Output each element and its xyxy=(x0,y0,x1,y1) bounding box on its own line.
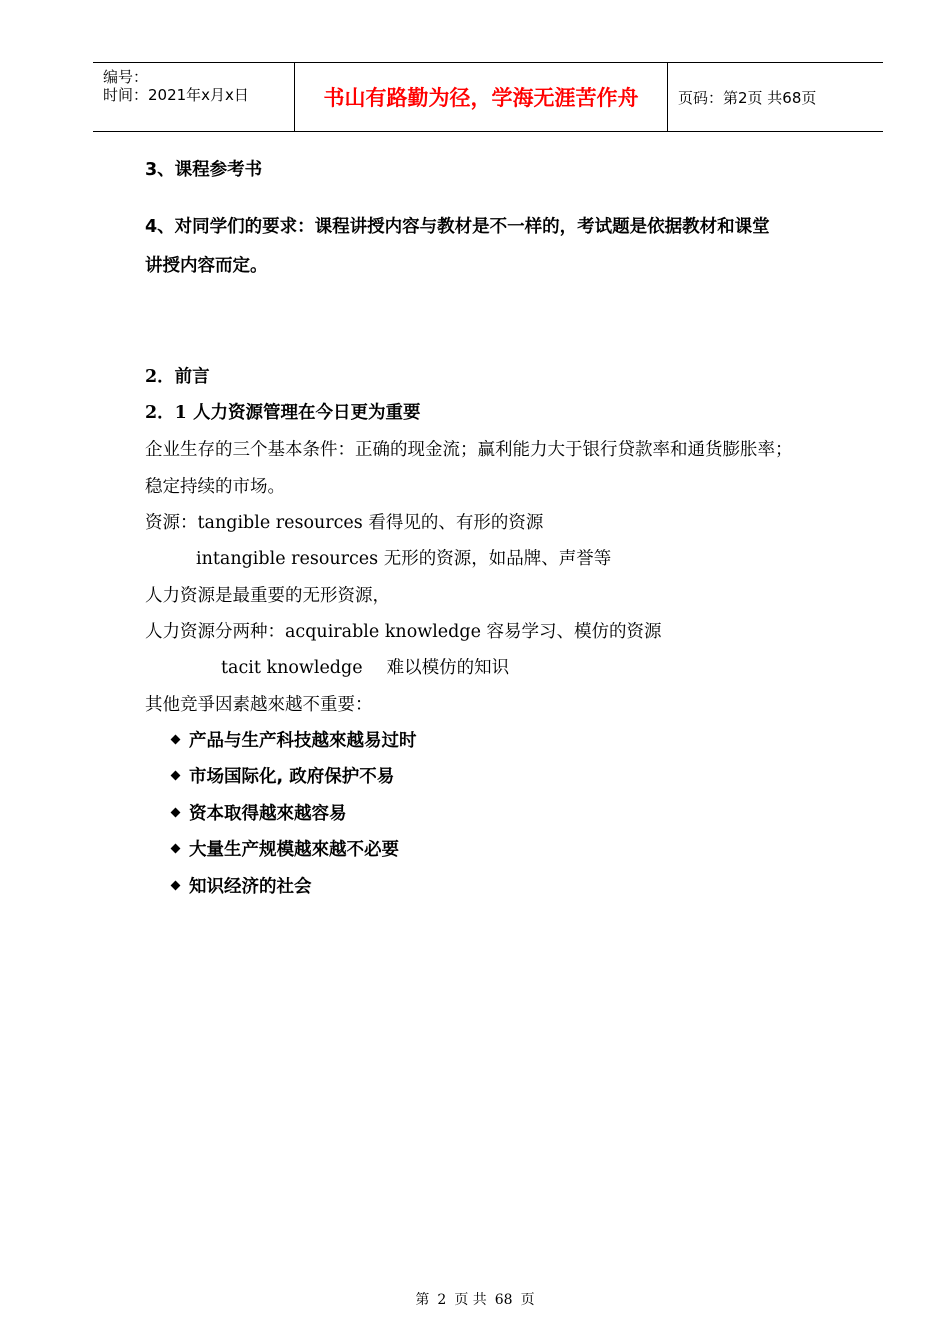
bullet-item xyxy=(172,733,417,751)
diamond-bullet-icon xyxy=(171,735,181,745)
footer-suffix: 页 xyxy=(520,1292,535,1308)
resources-tangible-line: 资源：tangible resources 看得见的、有形的资源 xyxy=(145,513,544,533)
bullet-item xyxy=(172,806,347,824)
bullet-text: 资本取得越來越容易 xyxy=(189,804,347,824)
item-4-requirements-line2: 讲授内容而定。 xyxy=(145,256,268,276)
diamond-bullet-icon xyxy=(171,844,181,854)
tacit-knowledge-desc: 难以模仿的知识 xyxy=(386,658,510,678)
document-time-label: 时间：2021年x月x日 xyxy=(103,86,249,104)
paragraph-conditions-line2: 稳定持续的市场。 xyxy=(145,477,285,497)
diamond-bullet-icon xyxy=(171,771,181,781)
hr-types-tacit-line xyxy=(221,660,509,678)
hr-types-acquirable-line: 人力资源分两种：acquirable knowledge 容易学习、模仿的资源 xyxy=(145,622,662,642)
bullet-text: 知识经济的社会 xyxy=(189,877,312,897)
bullet-text: 市场国际化, 政府保护不易 xyxy=(189,767,395,787)
section-heading-2-1: 2．1 人力资源管理在今日更为重要 xyxy=(145,403,421,423)
bullet-item xyxy=(172,879,312,897)
header-motto: 书山有路勤为径，学海无涯苦作舟 xyxy=(323,86,639,110)
bullet-text: 产品与生产科技越來越易过时 xyxy=(189,731,417,751)
bullet-text: 大量生产规模越來越不必要 xyxy=(189,840,399,860)
page-header xyxy=(93,62,883,132)
footer-mid: 页 共 xyxy=(454,1292,487,1308)
bullet-item xyxy=(172,842,399,860)
header-motto-cell xyxy=(295,63,668,131)
resources-intangible-line: intangible resources 无形的资源，如品牌、声誉等 xyxy=(196,549,612,569)
footer-total-pages: 68 xyxy=(494,1292,513,1308)
diamond-bullet-icon xyxy=(171,808,181,818)
hr-most-important-line: 人力资源是最重要的无形资源， xyxy=(145,586,390,606)
paragraph-conditions-line1: 企业生存的三个基本条件：正确的现金流；赢利能力大于银行贷款率和通货膨胀率； xyxy=(145,440,793,460)
item-3-reference-books: 3、课程参考书 xyxy=(145,160,263,180)
document-number-label: 编号： xyxy=(103,68,149,86)
diamond-bullet-icon xyxy=(171,881,181,891)
item-4-requirements-line1: 4、对同学们的要求：课程讲授内容与教材是不一样的，考试题是依据教材和课堂 xyxy=(145,217,770,237)
tacit-knowledge-term: tacit knowledge xyxy=(221,658,363,678)
footer-page-number: 2 xyxy=(437,1292,447,1308)
other-factors-intro: 其他竞爭因素越來越不重要： xyxy=(145,695,373,715)
section-heading-preface: 2．前言 xyxy=(145,367,210,387)
page-footer xyxy=(0,1289,950,1309)
bullet-item xyxy=(172,769,394,787)
footer-prefix: 第 xyxy=(415,1292,430,1308)
header-left-cell xyxy=(93,63,295,131)
header-page-info: 页码：第2页 共68页 xyxy=(678,88,817,107)
